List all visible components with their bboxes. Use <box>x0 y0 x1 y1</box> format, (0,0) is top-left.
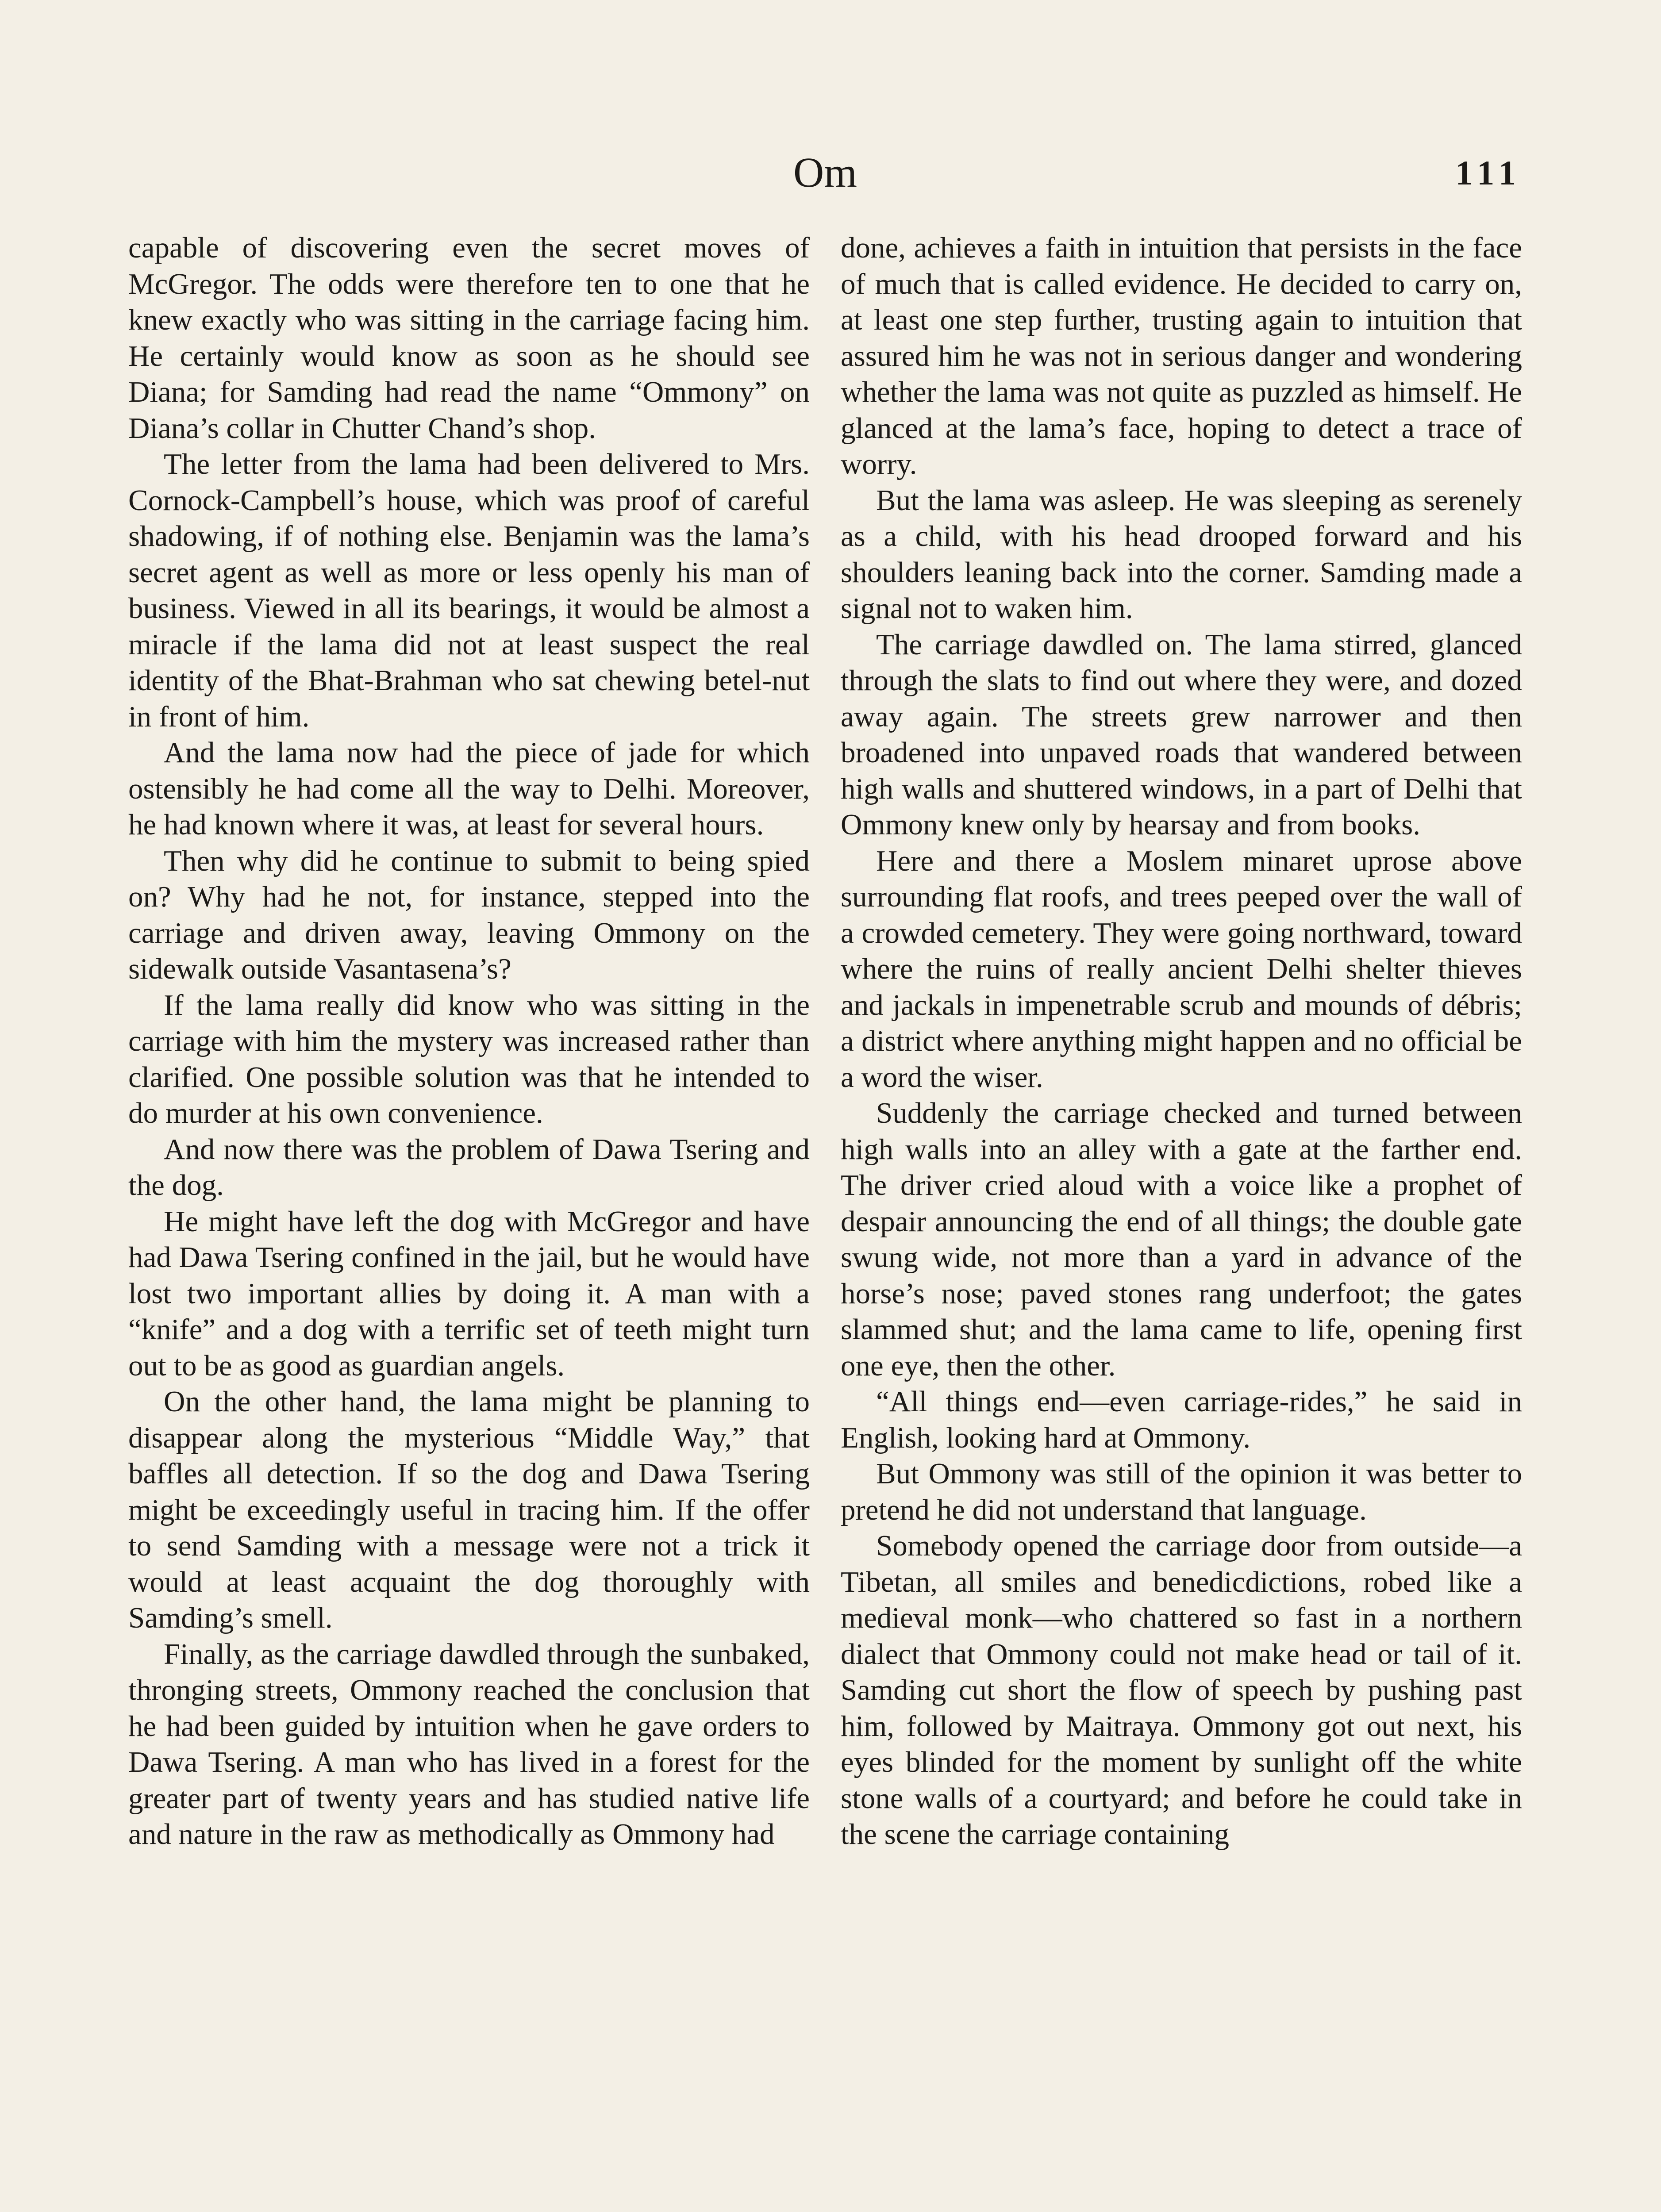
left-column <box>128 230 810 2212</box>
paragraph: Somebody opened the carriage door from outside—a Tibetan, all smiles and benedicdictions, robed like a medieval monk—who chattered so fast in a northern dialect that Ommony could not make head or tail of it. Samding cut short the flow of speech by pushing past him, followed by Maitraya. Ommony got out next, his eyes blinded for the moment by sunlight off the white stone walls of a courtyard; and before he could take in the scene the carriage containing <box>841 1529 1522 1851</box>
text-columns <box>128 230 1522 2212</box>
paragraph: Here and there a Moslem minaret uprose above surrounding flat roofs, and trees peeped over the wall of a crowded cemetery. They were going northward, toward where the ruins of really ancient Delhi shelter thieves and jackals in impenetrable scrub and mounds of débris; a district where anything might happen and no official be a word the wiser. <box>841 844 1522 1094</box>
paragraph: If the lama really did know who was sitting in the carriage with him the mystery was increased rather than clarified. One possible solution was that he intended to do murder at his own convenience. <box>128 988 810 1129</box>
paragraph: done, achieves a faith in intuition that persists in the face of much that is called evidence. He decided to carry on, at least one step further, trusting again to intuition that assured him he was not in serious danger and wondering whether the lama was not quite as puzzled as himself. He glanced at the lama’s face, hoping to detect a trace of worry. <box>841 231 1522 480</box>
page-number: 111 <box>1455 154 1522 192</box>
paragraph: The carriage dawdled on. The lama stirred, glanced through the slats to find out where they were, and dozed away again. The streets grew narrower and then broadened into unpaved roads that wandered between high walls and shuttered windows, in a part of Delhi that Ommony knew only by hearsay and from books. <box>841 628 1522 841</box>
paragraph: And the lama now had the piece of jade for which ostensibly he had come all the way to Delhi. Moreover, he had known where it was, at least for several hours. <box>128 736 810 841</box>
paragraph: He might have left the dog with McGregor and have had Dawa Tsering confined in the jail, but he would have lost two important allies by doing it. A man with a “knife” and a dog with a terrific set of teeth might turn out to be as good as guardian angels. <box>128 1205 810 1382</box>
paragraph: Finally, as the carriage dawdled through the sunbaked, thronging streets, Ommony reached the conclusion that he had been guided by intuition when he gave orders to Dawa Tsering. A man who has lived in a forest for the greater part of twenty years and has studied native life and nature in the raw as methodically as Ommony had <box>128 1637 810 1851</box>
paragraph: And now there was the problem of Dawa Tsering and the dog. <box>128 1133 810 1202</box>
paragraph: On the other hand, the lama might be planning to disappear along the mysterious “Middle Way,” that baffles all detection. If so the dog and Dawa Tsering might be exceedingly useful in tracing him. If the offer to send Samding with a message were not a trick it would at least acquaint the dog thoroughly with Samding’s smell. <box>128 1385 810 1634</box>
paragraph: The letter from the lama had been delivered to Mrs. Cornock-Campbell’s house, which was proof of careful shadowing, if of nothing else. Benjamin was the lama’s secret agent as well as more or less openly his man of business. Viewed in all its bearings, it would be almost a miracle if the lama did not at least suspect the real identity of the Bhat-Brahman who sat chewing betel-nut in front of him. <box>128 448 810 733</box>
paragraph: capable of discovering even the secret moves of McGregor. The odds were therefore ten to one that he knew exactly who was sitting in the carriage facing him. He certainly would know as soon as he should see Diana; for Samding had read the name “Ommony” on Diana’s collar in Chutter Chand’s shop. <box>128 231 810 445</box>
paragraph: Then why did he continue to submit to being spied on? Why had he not, for instance, stepped into the carriage and driven away, leaving Ommony on the sidewalk outside Vasantasena’s? <box>128 844 810 985</box>
running-title: Om <box>793 149 857 196</box>
paragraph: But Ommony was still of the opinion it was better to pretend he did not understand that language. <box>841 1457 1522 1526</box>
paragraph: “All things end—even carriage-rides,” he said in English, looking hard at Ommony. <box>841 1385 1522 1454</box>
paragraph: Suddenly the carriage checked and turned between high walls into an alley with a gate at the farther end. The driver cried aloud with a voice like a prophet of despair announcing the end of all things; the double gate swung wide, not more than a yard in advance of the horse’s nose; paved stones rang underfoot; the gates slammed shut; and the lama came to life, opening first one eye, then the other. <box>841 1097 1522 1382</box>
page-header <box>128 146 1522 204</box>
right-column <box>841 230 1522 2212</box>
paragraph: But the lama was asleep. He was sleeping as serenely as a child, with his head drooped forward and his shoulders leaning back into the corner. Samding made a signal not to waken him. <box>841 484 1522 625</box>
